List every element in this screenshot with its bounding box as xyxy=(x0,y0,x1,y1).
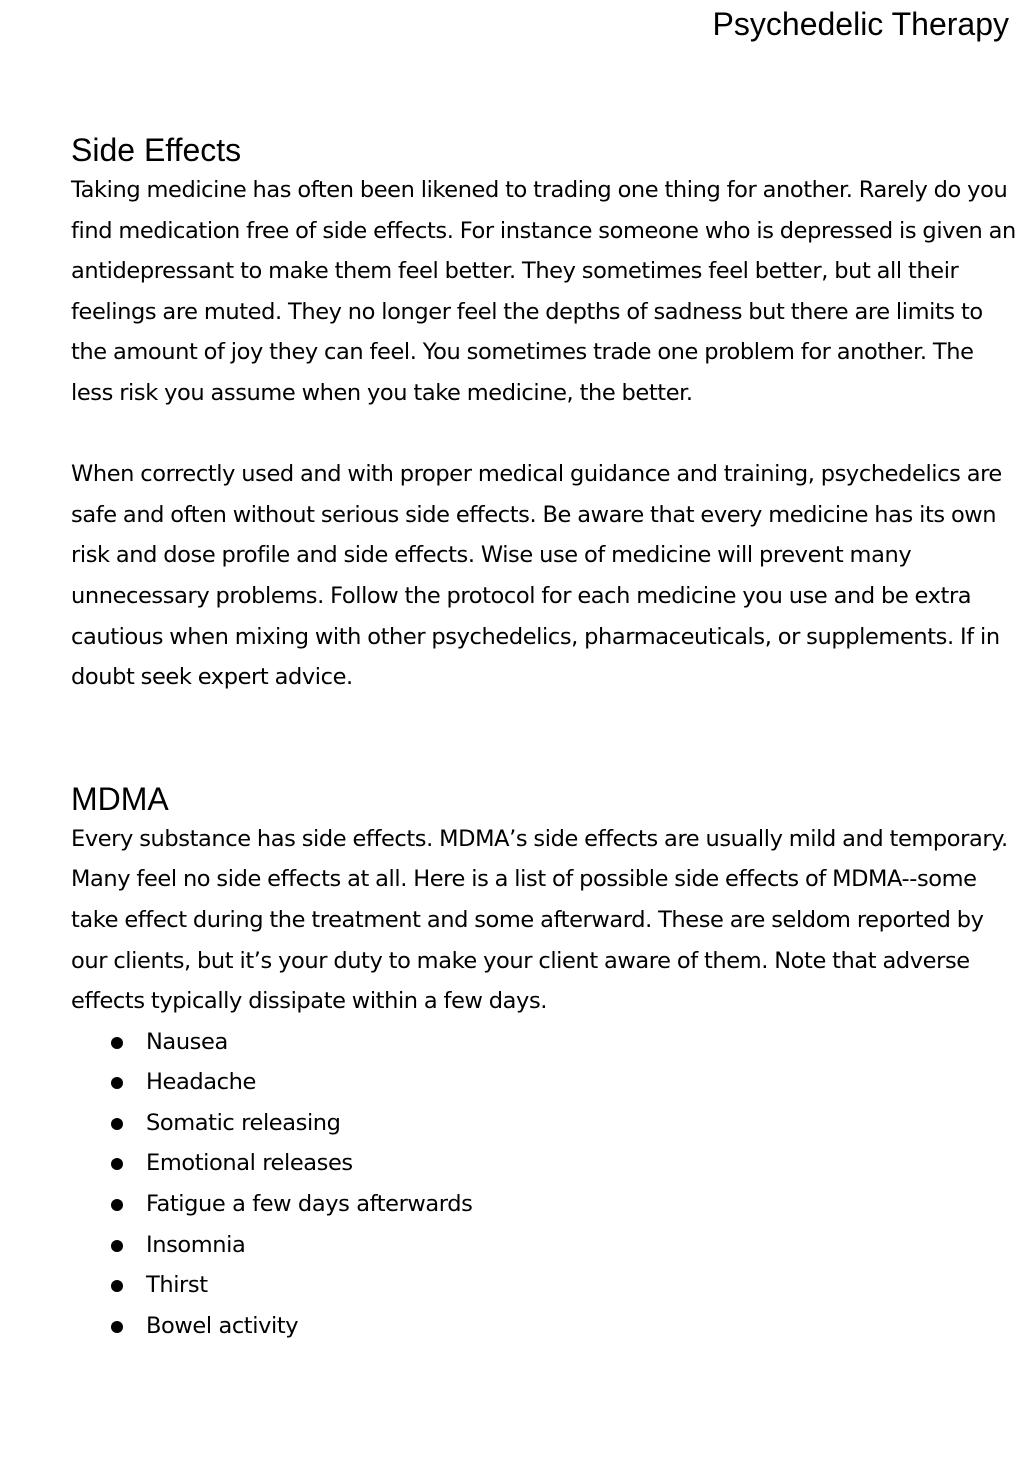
list-item xyxy=(71,1062,1016,1103)
list-item xyxy=(71,1306,1016,1347)
list-item-text: Insomnia xyxy=(146,1231,246,1258)
section-side-effects xyxy=(71,130,1016,698)
bullet-icon xyxy=(111,1158,123,1170)
paragraph: Taking medicine has often been likened to trading one thing for another. Rarely do you find medication free of side effects. For instance someone who is depressed is given an antidepressant to make them feel better. They sometimes feel better, but all their feelings are muted. They no longer feel the depths of sadness but there are limits to the amount of joy they can feel. You sometimes trade one problem for another. The less risk you assume when you take medicine, the better. xyxy=(71,177,1016,406)
bullet-icon xyxy=(111,1280,123,1292)
bullet-icon xyxy=(111,1199,123,1211)
list-item-text: Thirst xyxy=(146,1272,208,1299)
bullet-icon xyxy=(111,1240,123,1252)
list-item xyxy=(71,1143,1016,1184)
running-header: Psychedelic Therapy xyxy=(712,6,1009,42)
bullet-icon xyxy=(111,1118,123,1130)
list-item-text: Nausea xyxy=(146,1028,228,1055)
list-item xyxy=(71,1184,1016,1225)
section-heading: MDMA xyxy=(71,780,169,817)
document-body xyxy=(71,130,1016,1346)
list-item-text: Headache xyxy=(146,1069,256,1096)
section-heading: Side Effects xyxy=(71,132,242,168)
paragraph: When correctly used and with proper medical guidance and training, psychedelics are safe and often without serious side effects. Be aware that every medicine has its own risk and dose profile and side effects. Wise use of medicine will prevent many unnecessary problems. Follow the protocol for each medicine you use and be extra cautious when mixing with other psychedelics, pharmaceuticals, or supplements. If in doubt seek expert advice. xyxy=(71,461,1002,691)
list-item-text: Fatigue a few days afterwards xyxy=(146,1191,473,1218)
list-item xyxy=(71,1022,1016,1063)
bullet-icon xyxy=(111,1321,123,1333)
section-mdma xyxy=(71,779,1016,1347)
list-item xyxy=(71,1265,1016,1306)
list-item xyxy=(71,1103,1016,1144)
bullet-icon xyxy=(111,1037,123,1049)
list-item-text: Somatic releasing xyxy=(146,1109,341,1136)
list-item xyxy=(71,1225,1016,1266)
bullet-icon xyxy=(111,1077,123,1089)
paragraph: Every substance has side effects. MDMA’s side effects are usually mild and temporary. Many feel no side effects at all. Here is a list of possible side effects of MDMA--some take effect during the treatment and some afterward. These are seldom reported by our clients, but it’s your duty to make your client aware of them. Note that adverse effects typically dissipate within a few days. xyxy=(71,825,1008,1015)
side-effects-list xyxy=(71,1022,1016,1347)
list-item-text: Emotional releases xyxy=(146,1150,353,1177)
list-item-text: Bowel activity xyxy=(146,1312,299,1339)
